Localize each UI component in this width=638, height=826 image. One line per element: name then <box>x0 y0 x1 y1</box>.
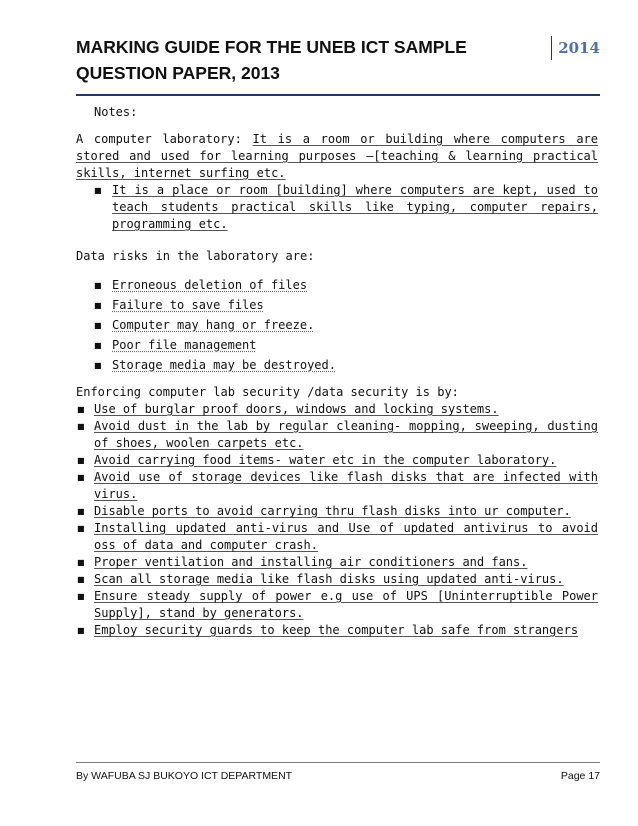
lab-definition-list <box>76 182 598 233</box>
list-item: ■ Ensure steady supply of power e.g use of UPS [Uninterruptible Power Supply], stand by generators. <box>77 589 598 620</box>
square-bullet-icon: ■ <box>77 422 85 431</box>
notes-label: Notes: <box>94 105 138 119</box>
list-item: ■ Installing updated anti-virus and Use of updated antivirus to avoid oss of data and computer crash. <box>77 521 598 552</box>
security-list <box>76 401 598 639</box>
data-risks-heading: Data risks in the laboratory are: <box>76 249 315 263</box>
list-item: ■ Computer may hang or freeze. <box>94 318 315 332</box>
list-item: ■ Use of burglar proof doors, windows and locking systems. <box>77 402 499 416</box>
square-bullet-icon: ■ <box>77 592 85 601</box>
list-item: ■ Avoid use of storage devices like flash disks that are infected with virus. <box>77 470 598 501</box>
square-bullet-icon: ■ <box>77 626 85 635</box>
square-bullet-icon: ■ <box>94 301 102 310</box>
list-item: ■ Employ security guards to keep the computer lab safe from strangers <box>77 623 579 637</box>
list-item: ■ Poor file management <box>94 338 257 352</box>
list-item: ■ Storage media may be destroyed. <box>94 358 336 372</box>
page-header <box>76 34 600 96</box>
lab-definition-text: It is a room or building where computers are stored and used for learning purposes –[teaching & learning practical skills, internet surfing etc. <box>76 132 598 180</box>
square-bullet-icon: ■ <box>77 575 85 584</box>
square-bullet-icon: ■ <box>77 558 85 567</box>
square-bullet-icon: ■ <box>94 361 102 370</box>
footer-author: By WAFUBA SJ BUKOYO ICT DEPARTMENT <box>76 770 293 782</box>
list-item: ■ Scan all storage media like flash disks using updated anti-virus. <box>77 572 564 586</box>
page-footer <box>76 762 600 793</box>
square-bullet-icon: ■ <box>77 405 85 414</box>
list-item: ■ Proper ventilation and installing air conditioners and fans. <box>77 555 528 569</box>
lab-definition <box>76 131 598 182</box>
square-bullet-icon: ■ <box>94 321 102 330</box>
square-bullet-icon: ■ <box>94 281 102 290</box>
list-item: ■ Avoid carrying food items- water etc in the computer laboratory. <box>77 453 557 467</box>
data-risks-list <box>76 277 598 374</box>
header-divider <box>76 94 600 96</box>
list-item: ■ Failure to save files <box>94 298 264 312</box>
square-bullet-icon: ■ <box>77 507 85 516</box>
list-item: ■ Erroneous deletion of files <box>94 278 308 292</box>
document-body <box>76 104 598 639</box>
square-bullet-icon: ■ <box>94 186 102 195</box>
square-bullet-icon: ■ <box>94 341 102 350</box>
square-bullet-icon: ■ <box>77 473 85 482</box>
square-bullet-icon: ■ <box>77 524 85 533</box>
header-year: 2014 <box>551 36 600 60</box>
list-item: ■ It is a place or room [building] where computers are kept, used to teach students practical skills like typing, computer repairs, programming etc. <box>94 183 598 231</box>
document-title: MARKING GUIDE FOR THE UNEB ICT SAMPLE QUESTION PAPER, 2013 <box>76 37 467 83</box>
page-number: Page 17 <box>560 770 600 782</box>
lab-definition-term: A computer laboratory: <box>76 132 242 146</box>
security-heading: Enforcing computer lab security /data security is by: <box>76 385 459 399</box>
list-item: ■ Avoid dust in the lab by regular cleaning- mopping, sweeping, dusting of shoes, woolen carpets etc. <box>77 419 598 450</box>
square-bullet-icon: ■ <box>77 456 85 465</box>
list-item: ■ Disable ports to avoid carrying thru flash disks into ur computer. <box>77 504 571 518</box>
